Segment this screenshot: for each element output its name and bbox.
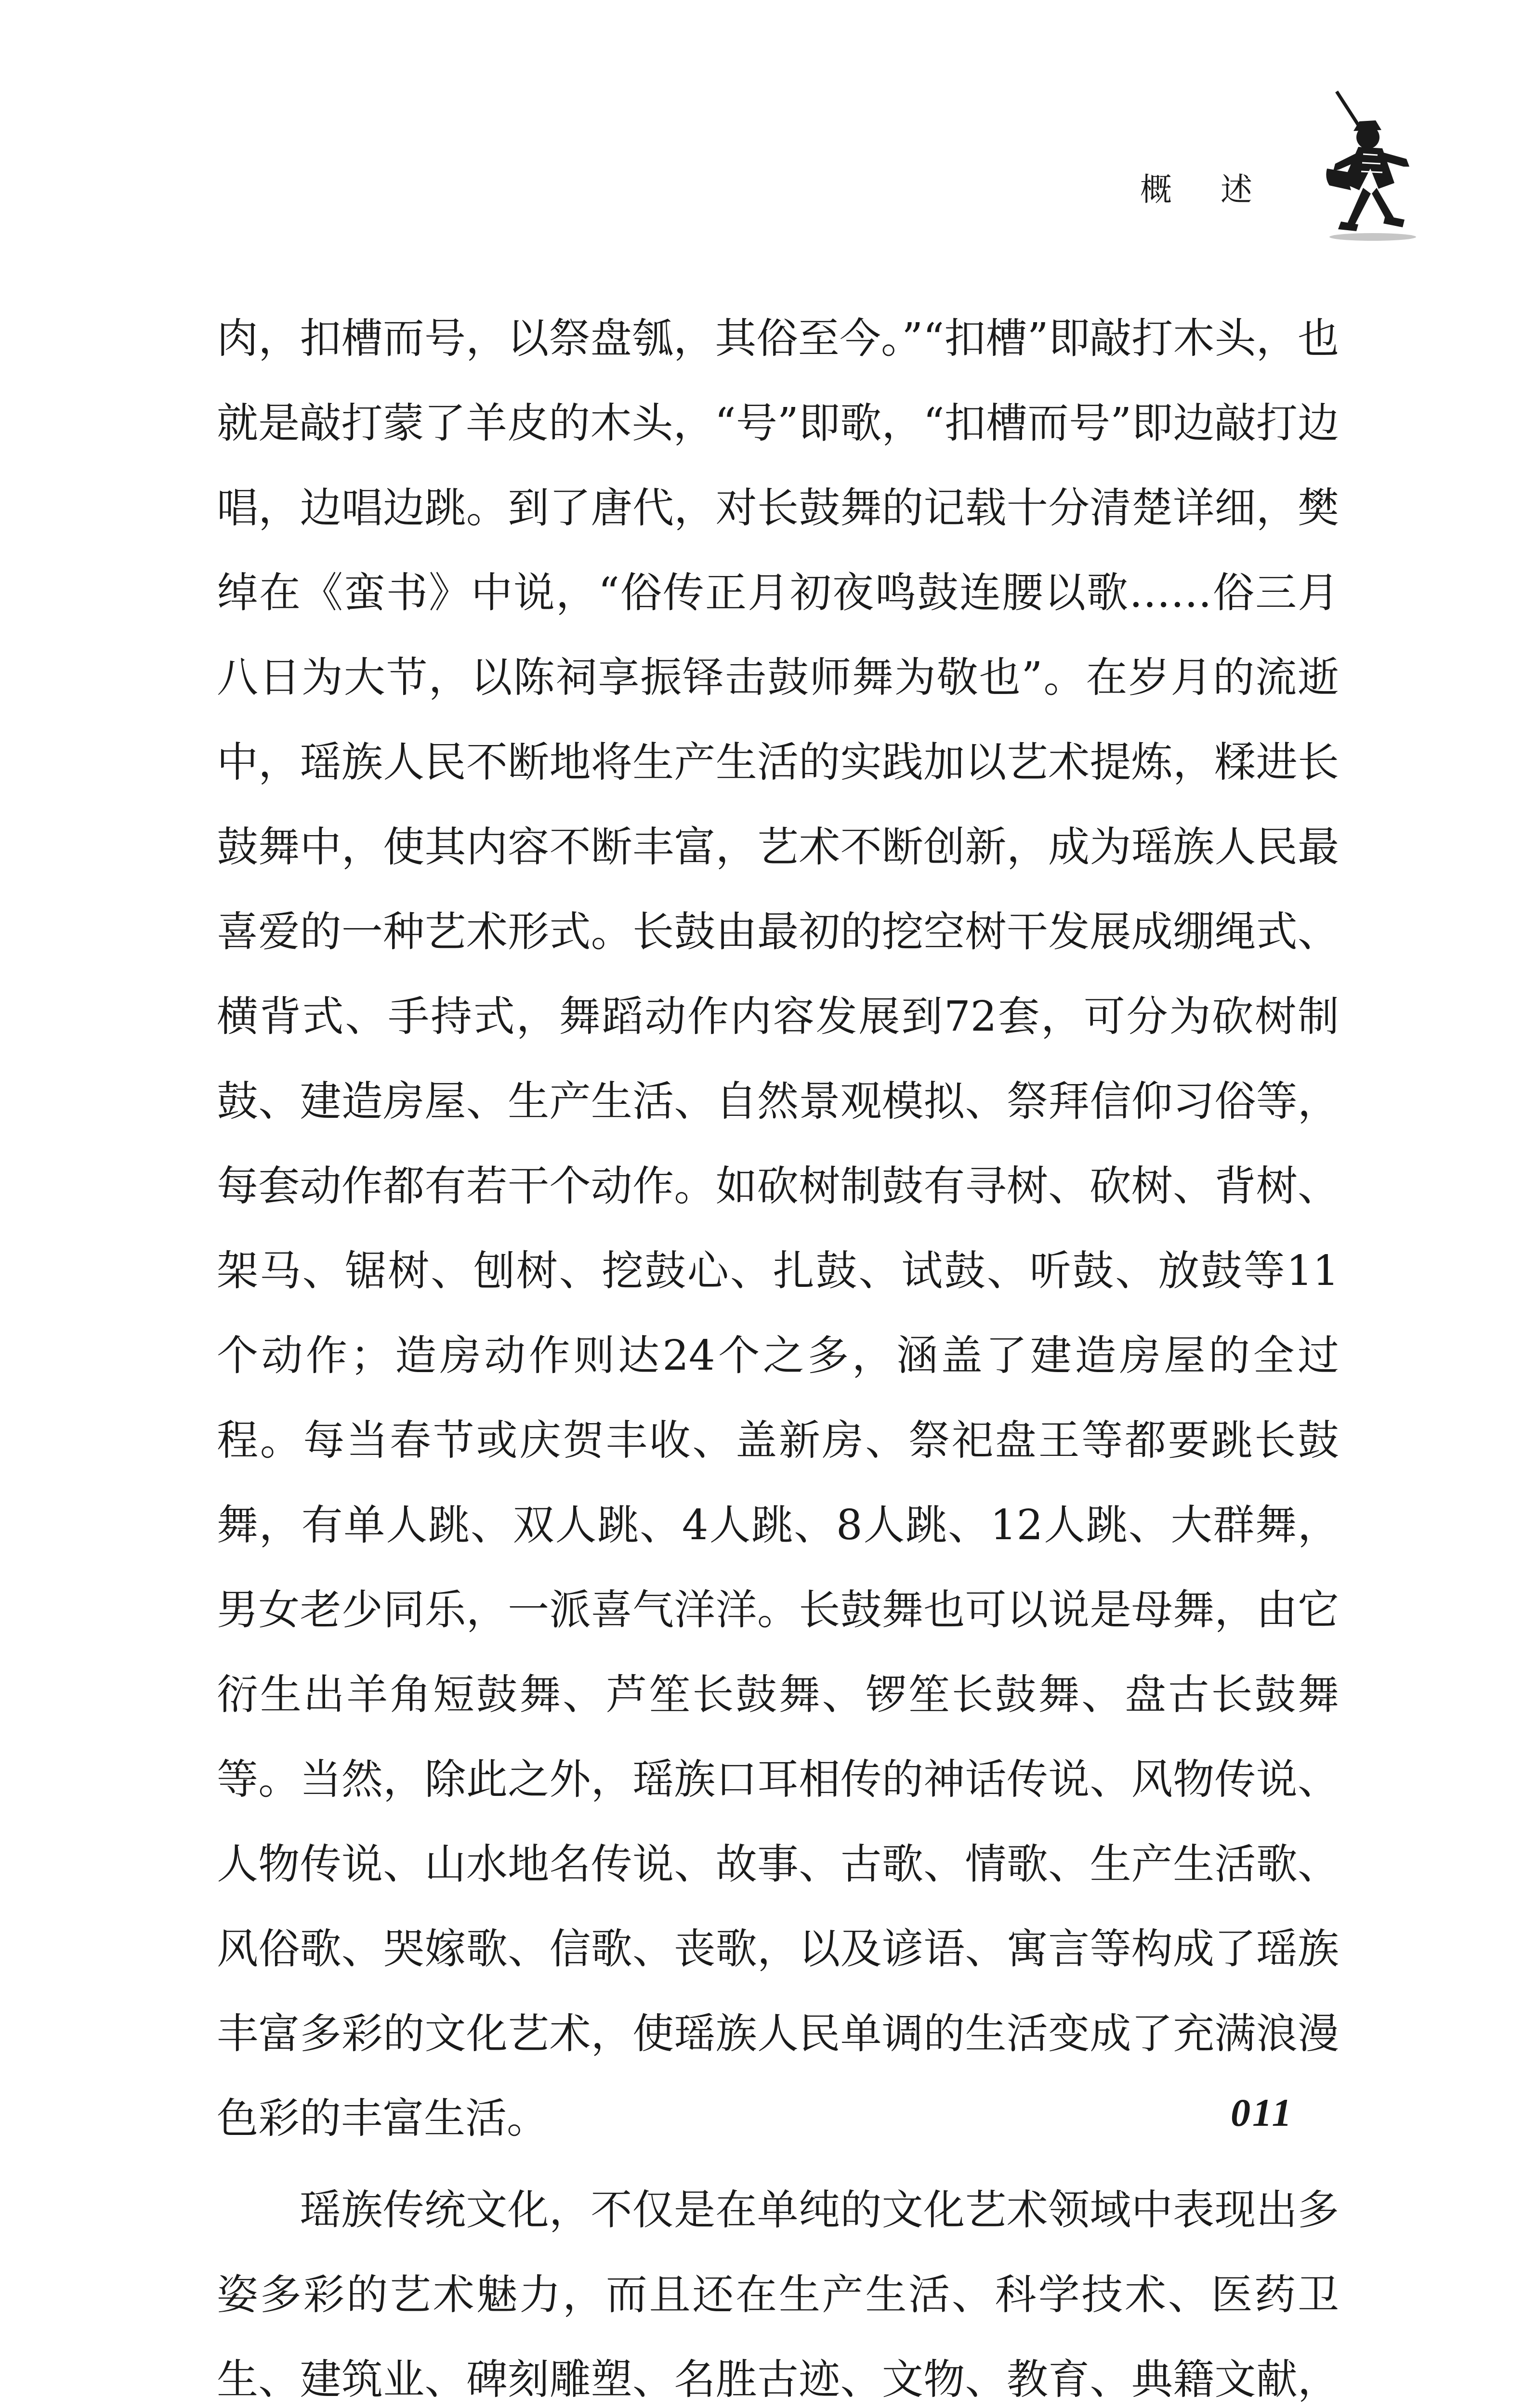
page-header bbox=[1140, 144, 1435, 241]
section-title: 概 述 bbox=[1140, 171, 1272, 208]
paragraph: 瑶族传统文化，不仅是在单纯的文化艺术领域中表现出多姿多彩的艺术魅力，而且还在生产生活、科学技术、医药卫生、建筑业、碑刻雕塑、名胜古迹、文物、教育、典籍文献， bbox=[217, 2186, 1339, 2404]
paragraph: 肉，扣槽而号，以祭盘瓠，其俗至今。”“扣槽”即敲打木头，也就是敲打蒙了羊皮的木头，“号”即歌，“扣槽而号”即边敲打边唱，边唱边跳。到了唐代，对长鼓舞的记载十分清楚详细，樊绰在《蛮书》中说，“俗传正月初夜鸣鼓连腰以歌……俗三月八日为大节，以陈祠享振铎击鼓师舞为敬也”。在岁月的流逝中，瑶族人民不断地将生产生活的实践加以艺术提炼，糅进长鼓舞中，使其内容不断丰富，艺术不断创新，成为瑶族人民最喜爱的一种艺术形式。长鼓由最初的挖空树干发展成绷绳式、横背式、手持式，舞蹈动作内容发展到72套，可分为砍树制鼓、建造房屋、生产生活、自然景观模拟、祭拜信仰习俗等，每套动作都有若干个动作。如砍树制鼓有寻树、砍树、背树、架马、锯树、刨树、挖鼓心、扎鼓、试鼓、听鼓、放鼓等11个动作；造房动作则达24个之多，涵盖了建造房屋的全过程。每当春节或庆贺丰收、盖新房、祭祀盘王等都要跳长鼓舞，有单人跳、双人跳、4人跳、8人跳、12人跳、大群舞，男女老少同乐，一派喜气洋洋。长鼓舞也可以说是母舞，由它衍生出羊角短鼓舞、芦笙长鼓舞、锣笙长鼓舞、盘古长鼓舞等。当然，除此之外，瑶族口耳相传的神话传说、风物传说、人物传说、山水地名传说、故事、古歌、情歌、生产生活歌、风俗歌、哭嫁歌、信歌、丧歌，以及谚语、寓言等构成了瑶族丰富多彩的文化艺术，使瑶族人民单调的生活变成了充满浪漫色彩的丰富生活。 bbox=[217, 314, 1339, 2143]
dancing-drummer-figure-icon bbox=[1291, 87, 1435, 246]
page-number: 011 bbox=[1231, 2091, 1294, 2134]
body-text bbox=[217, 296, 1339, 2408]
